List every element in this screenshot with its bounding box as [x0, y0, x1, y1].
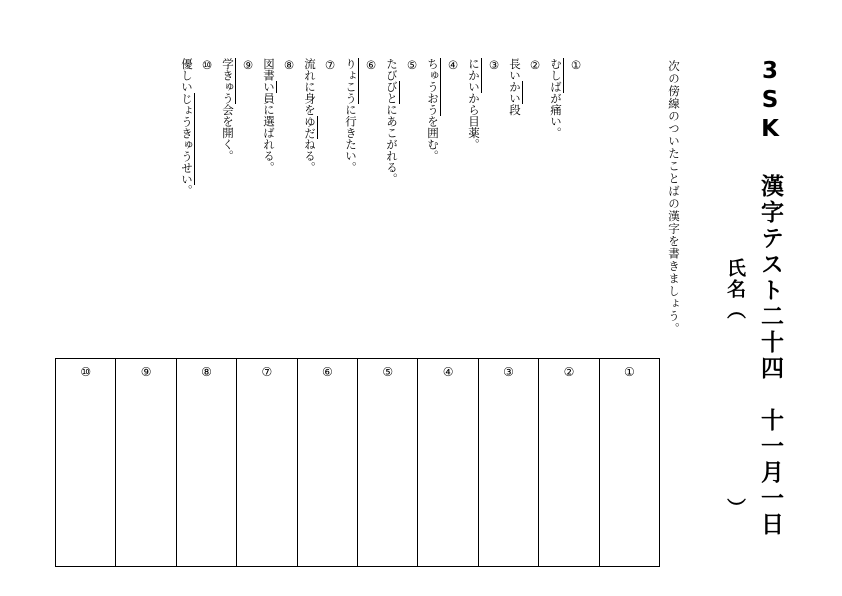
question-7	[303, 58, 340, 173]
answer-box-5[interactable]: ⑤	[357, 359, 417, 566]
question-number: ④	[446, 58, 460, 72]
answer-box-8[interactable]: ⑧	[176, 359, 236, 566]
question-text-pre: 図書	[262, 58, 276, 81]
underlined-target: にかい	[467, 58, 481, 93]
answer-box-7[interactable]: ⑦	[236, 359, 296, 566]
question-text-post: が痛い。	[549, 92, 563, 139]
underlined-target: 学きゅう	[221, 58, 235, 104]
answer-box-10[interactable]: ⑩	[80, 365, 92, 379]
answer-box-3[interactable]: ③	[478, 359, 538, 566]
question-number: ①	[569, 58, 583, 72]
question-text-post: 段	[508, 104, 522, 116]
underlined-target: ちゅうおう	[426, 58, 440, 116]
test-date: 十一月一日	[757, 408, 783, 538]
question-text-pre: 長い	[508, 58, 522, 81]
underlined-target: い	[262, 81, 276, 93]
instruction-after: のついたことばの漢字を書きましょう。	[667, 110, 681, 335]
underlined-target: りょこう	[344, 58, 358, 104]
question-text-post: から目薬。	[467, 92, 481, 150]
name-label: 氏名（	[724, 258, 746, 321]
answer-grid	[55, 358, 660, 567]
question-text-pre: 流れに身を	[303, 58, 317, 116]
question-text-post: ねる。	[303, 138, 317, 173]
instruction-emphasis: 傍線	[667, 85, 681, 110]
answer-box-4[interactable]: ④	[417, 359, 477, 566]
question-number: ⑤	[405, 58, 419, 72]
name-field-close: ）	[724, 498, 746, 517]
instruction-before: 次の	[667, 60, 681, 85]
test-title: 3SK 漢字テスト二十四	[757, 58, 783, 382]
question-9	[221, 58, 258, 162]
question-text-post: 会を開く。	[221, 104, 235, 162]
question-text-pre: 優しい	[180, 58, 194, 93]
instruction-text	[664, 60, 684, 335]
answer-box-6[interactable]: ⑥	[297, 359, 357, 566]
question-text-post: を囲む。	[426, 115, 440, 162]
question-text-pre: たび	[385, 58, 399, 81]
question-number: ⑦	[323, 58, 337, 72]
question-5	[385, 58, 422, 185]
question-8	[262, 58, 299, 173]
question-text-post: にあこがれる。	[385, 104, 399, 185]
question-number: ②	[528, 58, 542, 72]
underlined-target: かい	[508, 81, 522, 104]
question-number: ⑥	[364, 58, 378, 72]
answer-box-2[interactable]: ②	[538, 359, 598, 566]
question-number: ⑩	[200, 58, 214, 72]
underlined-target: びと	[385, 81, 399, 104]
question-10	[180, 58, 217, 196]
question-4	[426, 58, 463, 162]
question-number: ⑧	[282, 58, 296, 72]
underlined-target: ゆだ	[303, 115, 317, 139]
question-6	[344, 58, 381, 173]
underlined-target: じょうきゅうせい	[180, 92, 194, 185]
question-3	[467, 58, 504, 150]
question-number: ③	[487, 58, 501, 72]
question-number: ⑨	[241, 58, 255, 72]
question-text-post: に行きたい。	[344, 104, 358, 173]
question-text-post: 員に選ばれる。	[262, 92, 276, 173]
underlined-target: むしば	[549, 58, 563, 93]
question-text-post: 。	[180, 184, 194, 196]
answer-box-1[interactable]: ①	[599, 359, 659, 566]
question-1	[549, 58, 586, 139]
question-2	[508, 58, 545, 116]
answer-box-9[interactable]: ⑨	[115, 359, 175, 566]
